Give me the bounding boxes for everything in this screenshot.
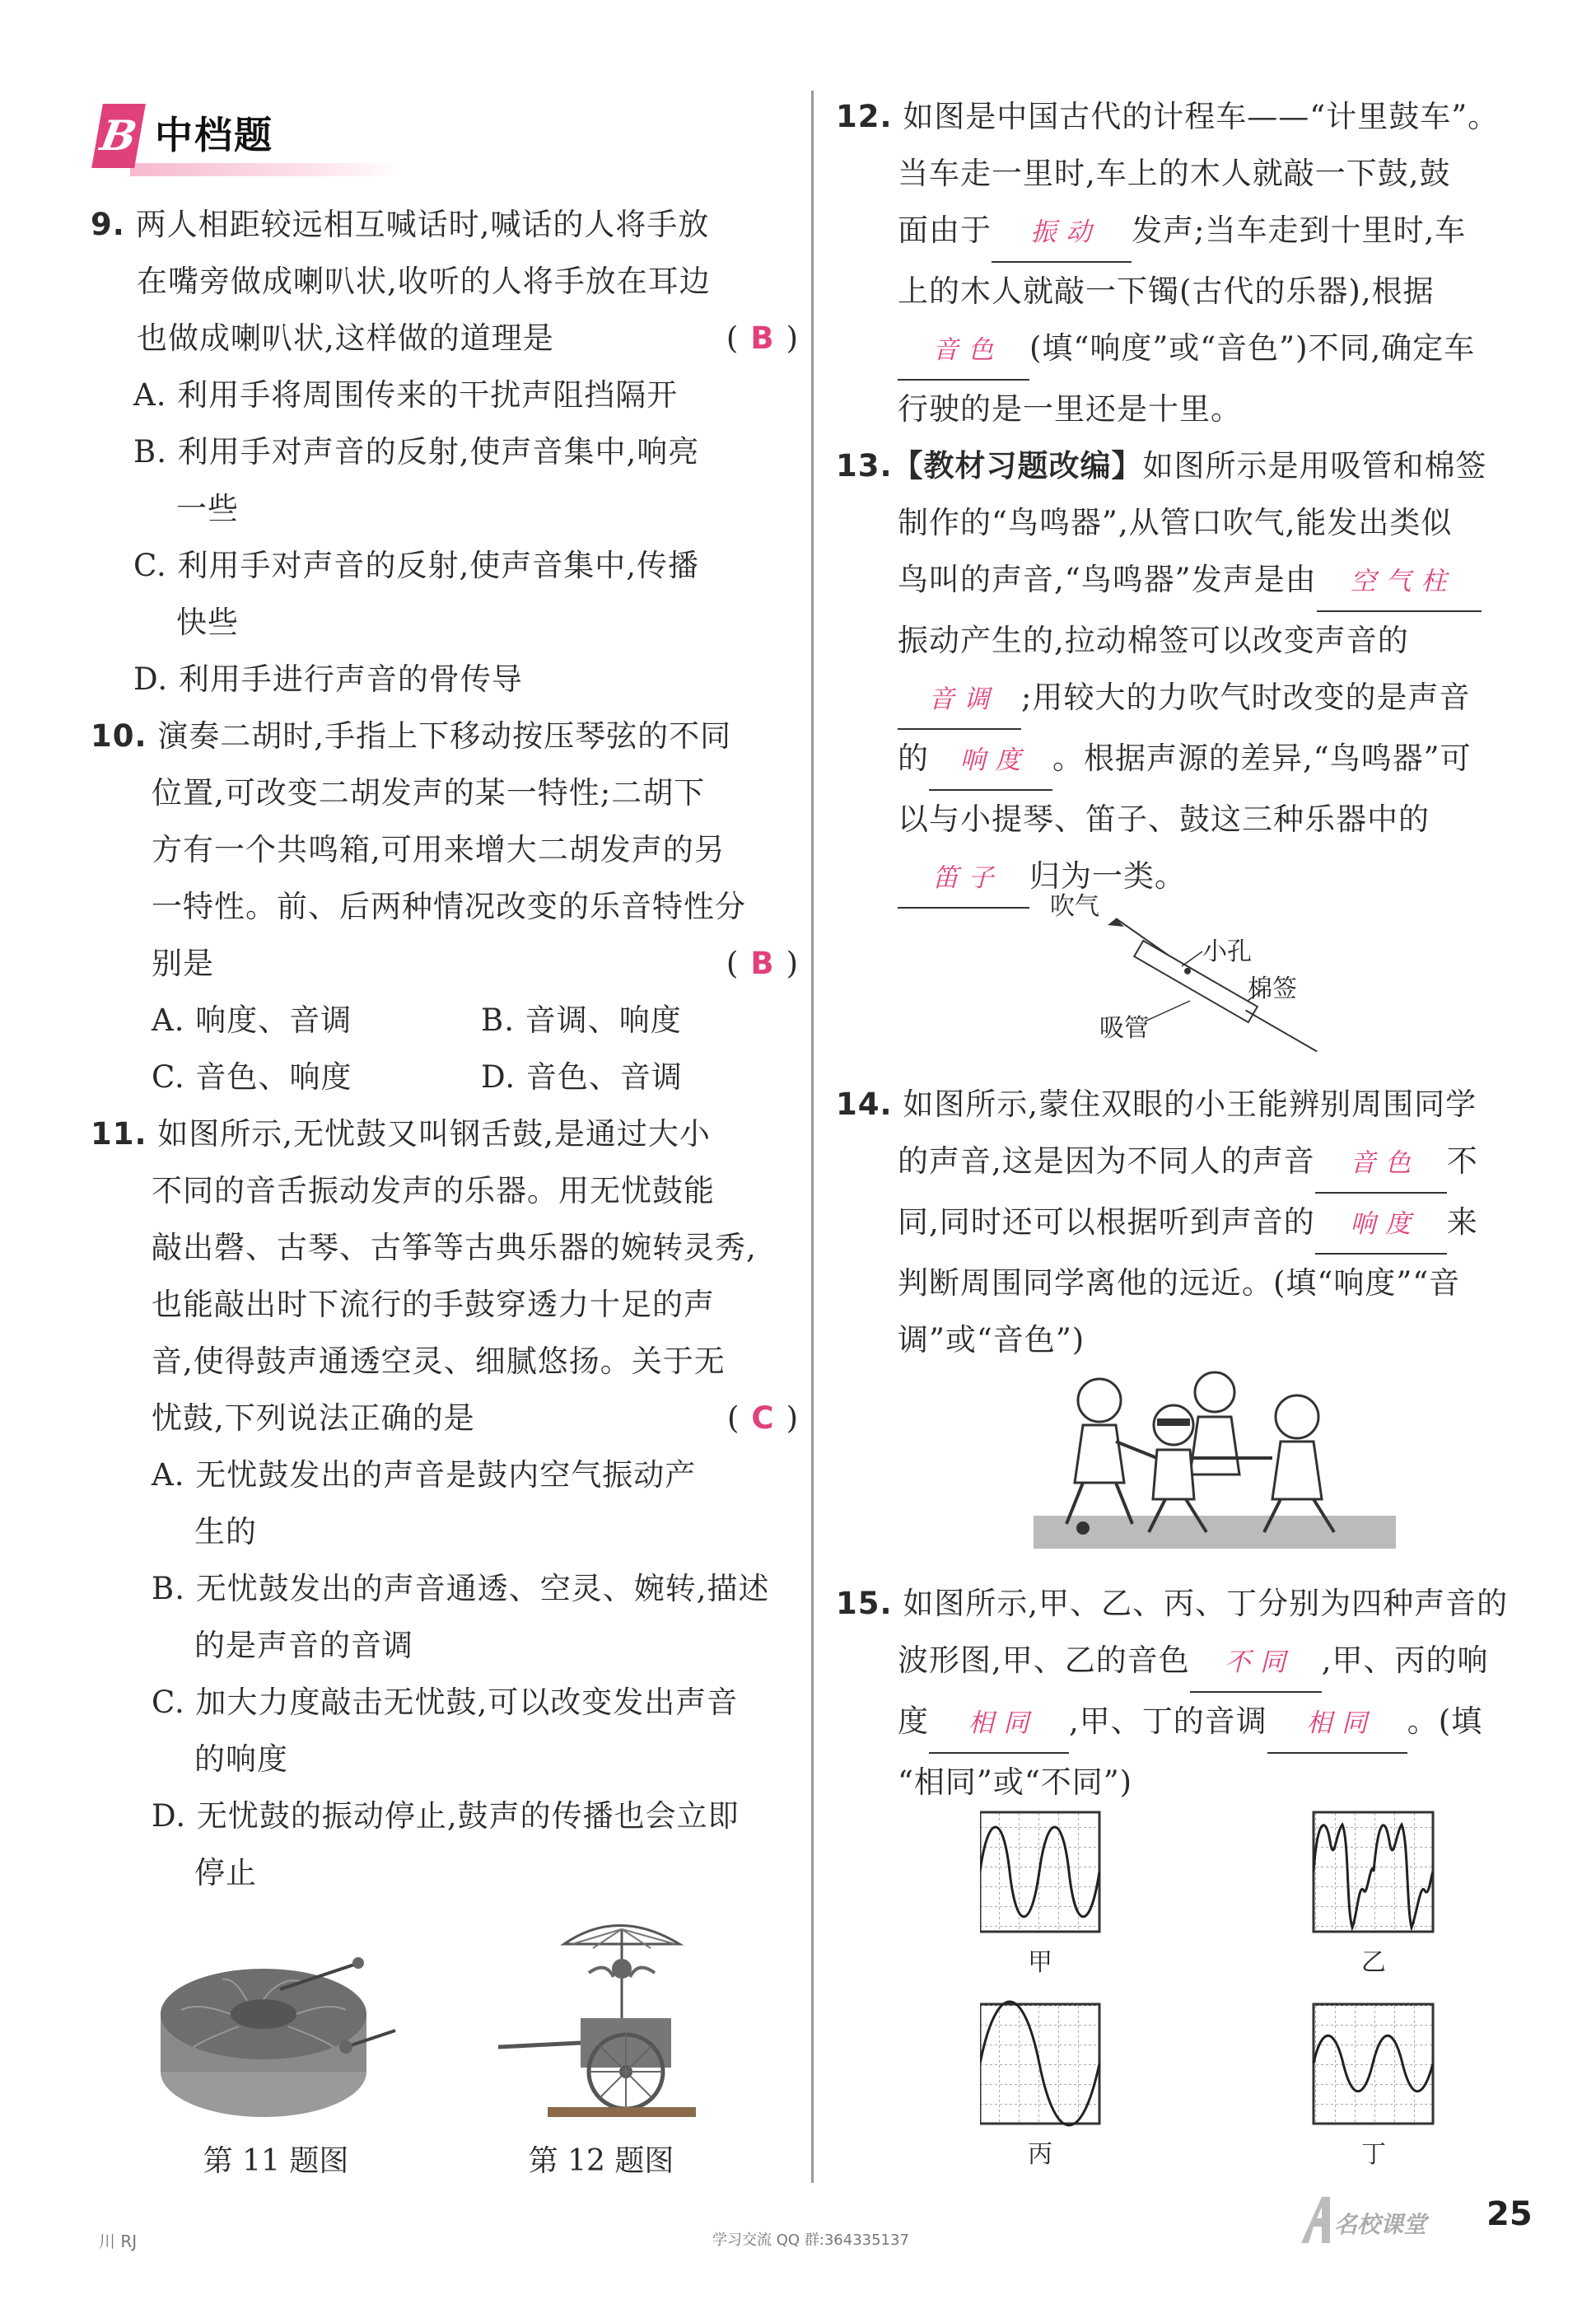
question-text: 不 xyxy=(1446,1143,1478,1179)
tongue-drum-image xyxy=(156,1932,404,2129)
question-text: 的 xyxy=(898,741,929,776)
question-9 xyxy=(91,196,799,708)
question-text: 敲出磬、古琴、古筝等古典乐器的婉转灵秀, xyxy=(152,1230,757,1265)
question-text: 同,同时还可以根据听到声音的 xyxy=(898,1204,1315,1240)
figure-14-children xyxy=(1034,1359,1396,1549)
label-hole: 小孔 xyxy=(1202,937,1252,966)
option: C. 音色、响度 xyxy=(152,1059,352,1095)
question-number: 14. xyxy=(836,1087,893,1122)
question-text: 上的木人就敲一下镯(古代的乐器),根据 xyxy=(898,273,1435,309)
question-text: 判断周围同学离他的远近。(填“响度”“音 xyxy=(898,1265,1461,1301)
option: C. 利用手对声音的反射,使声音集中,传播 xyxy=(133,548,700,583)
page-number: 25 xyxy=(1486,2195,1533,2233)
option: A. 无忧鼓发出的声音是鼓内空气振动产 xyxy=(152,1457,697,1493)
option: D. 无忧鼓的振动停止,鼓声的传播也会立即 xyxy=(152,1798,740,1834)
section-header xyxy=(97,97,377,180)
question-12 xyxy=(836,88,1532,437)
option: D. 音色、音调 xyxy=(481,1059,683,1095)
option: 一些 xyxy=(176,491,239,526)
question-text: (填“响度”或“音色”)不同,确定车 xyxy=(1029,330,1476,366)
question-text: 当车走一里时,车上的木人就敲一下鼓,鼓 xyxy=(898,156,1451,191)
question-14 xyxy=(836,1076,1532,1368)
question-11 xyxy=(91,1105,799,1901)
question-text: 波形图,甲、乙的音色 xyxy=(898,1643,1190,1678)
odometer-cart-image xyxy=(482,1911,729,2125)
question-text: 如图所示是用吸管和棉签 xyxy=(1142,448,1487,484)
children-image xyxy=(1034,1359,1396,1549)
option: 生的 xyxy=(194,1514,257,1549)
question-text: 发声;当车走到十里时,车 xyxy=(1132,213,1467,248)
figure-13-bird-whistle xyxy=(1038,886,1334,1075)
question-text: 行驶的是一里还是十里。 xyxy=(898,391,1242,427)
answer-blank: 响 度 xyxy=(929,732,1052,791)
question-text: ,甲、丙的响 xyxy=(1321,1643,1489,1678)
footer-edition: 川 RJ xyxy=(99,2232,138,2251)
question-text: 也做成喇叭状,这样做的道理是 xyxy=(137,320,554,356)
answer-bracket: ( B ) xyxy=(726,946,799,981)
question-text: 也能敲出时下流行的手鼓穿透力十足的声 xyxy=(152,1287,715,1322)
question-text: 如图所示,甲、乙、丙、丁分别为四种声音的 xyxy=(903,1586,1509,1621)
figure-11-caption: 第 11 题图 xyxy=(203,2144,349,2178)
question-number: 10. xyxy=(91,718,147,754)
question-text: 面由于 xyxy=(898,213,992,248)
figure-12-caption: 第 12 题图 xyxy=(528,2144,674,2178)
left-column xyxy=(91,196,799,1901)
question-text: “相同”或“不同”) xyxy=(898,1764,1133,1800)
answer-blank: 不 同 xyxy=(1190,1634,1322,1693)
figure-11-tongue-drum xyxy=(156,1932,404,2129)
answer-bracket: ( B ) xyxy=(726,320,799,356)
question-text: 的声音,这是因为不同人的声音 xyxy=(898,1143,1315,1179)
label-blow: 吹气 xyxy=(1050,892,1099,921)
option: 的是声音的音调 xyxy=(194,1628,413,1663)
question-text: 不同的音舌振动发声的乐器。用无忧鼓能 xyxy=(152,1173,715,1208)
question-13 xyxy=(836,437,1532,909)
footer-brand-logo xyxy=(1297,2195,1437,2245)
question-text: 如图是中国古代的计程车——“计里鼓车”。 xyxy=(903,99,1500,134)
question-number: 12. xyxy=(836,99,893,134)
wave-label-yi: 乙 xyxy=(1361,1948,1386,1977)
option: A. 利用手将周围传来的干扰声阻挡隔开 xyxy=(133,377,679,413)
question-text: 一特性。前、后两种情况改变的乐音特性分 xyxy=(152,889,746,924)
right-column xyxy=(836,88,1532,909)
column-divider xyxy=(811,91,814,2183)
question-text: ,甲、丁的音调 xyxy=(1069,1703,1267,1739)
waveform-grid xyxy=(980,1808,1474,2171)
answer-blank: 振 动 xyxy=(992,204,1132,263)
answer-blank: 响 度 xyxy=(1315,1196,1447,1255)
question-text: 演奏二胡时,手指上下移动按压琴弦的不同 xyxy=(157,718,732,754)
option: 的响度 xyxy=(194,1741,288,1777)
question-text: 振动产生的,拉动棉签可以改变声音的 xyxy=(898,623,1409,658)
question-text: 调”或“音色”) xyxy=(898,1322,1085,1358)
figure-15-waveforms xyxy=(980,1808,1474,2171)
option: A. 响度、音调 xyxy=(152,1002,352,1038)
question-text: 。根据声源的差异,“鸟鸣器”可 xyxy=(1052,741,1472,776)
question-15 xyxy=(836,1575,1532,1811)
question-text: ;用较大的力吹气时改变的是声音 xyxy=(1021,680,1471,715)
option: B. 无忧鼓发出的声音通透、空灵、婉转,描述 xyxy=(152,1571,770,1606)
option: 停止 xyxy=(194,1855,257,1890)
question-number: 9. xyxy=(91,207,125,242)
option: B. 利用手对声音的反射,使声音集中,响亮 xyxy=(133,434,700,470)
answer-blank: 笛 子 xyxy=(898,850,1029,909)
footer-qq-group: 学习交流 QQ 群:364335137 xyxy=(712,2232,909,2249)
wave-label-ding: 丁 xyxy=(1361,2140,1386,2169)
option: D. 利用手进行声音的骨传导 xyxy=(133,661,523,697)
answer-blank: 相 同 xyxy=(929,1695,1069,1754)
wave-label-bing: 丙 xyxy=(1028,2140,1052,2169)
question-text: 忧鼓,下列说法正确的是 xyxy=(152,1400,475,1436)
question-text: 如图所示,蒙住双眼的小王能辨别周围同学 xyxy=(903,1087,1477,1122)
question-text: 度 xyxy=(898,1703,929,1739)
option: C. 加大力度敲击无忧鼓,可以改变发出声音 xyxy=(152,1685,739,1720)
answer-blank: 音 色 xyxy=(898,322,1029,381)
answer-bracket: ( C ) xyxy=(726,1400,799,1436)
answer-choice: B xyxy=(750,946,775,981)
question-text: 以与小提琴、笛子、鼓这三种乐器中的 xyxy=(898,801,1430,837)
label-straw: 吸管 xyxy=(1099,1014,1149,1043)
section-title: 中档题 xyxy=(155,113,273,157)
question-10 xyxy=(91,708,799,1105)
brand-name: 名校课堂 xyxy=(1334,2211,1427,2238)
header-underline xyxy=(130,163,402,176)
answer-blank: 相 同 xyxy=(1267,1695,1407,1754)
answer-blank: 音 色 xyxy=(1315,1135,1447,1194)
question-text: 鸟叫的声音,“鸟鸣器”发声是由 xyxy=(898,562,1317,597)
answer-blank: 空 气 柱 xyxy=(1317,554,1482,612)
question-text: 两人相距较远相互喊话时,喊话的人将手放 xyxy=(135,207,710,242)
label-swab: 棉签 xyxy=(1248,974,1297,1003)
question-number: 13. xyxy=(836,448,893,484)
question-text: 方有一个共鸣箱,可用来增大二胡发声的另 xyxy=(152,832,726,867)
answer-choice: B xyxy=(750,320,775,356)
section-badge: B xyxy=(91,104,146,168)
question-text: 位置,可改变二胡发声的某一特性;二胡下 xyxy=(152,775,706,811)
question-text: 如图所示,无忧鼓又叫钢舌鼓,是通过大小 xyxy=(157,1116,711,1152)
answer-choice: C xyxy=(751,1400,775,1436)
question-text: 。(填 xyxy=(1407,1703,1483,1739)
source-tag: 【教材习题改编】 xyxy=(892,447,1143,484)
question-text: 来 xyxy=(1446,1204,1478,1240)
question-text: 归为一类。 xyxy=(1029,858,1186,894)
question-text: 音,使得鼓声通透空灵、细腻悠扬。关于无 xyxy=(152,1344,726,1379)
option: 快些 xyxy=(176,605,239,640)
question-number: 15. xyxy=(836,1586,893,1621)
question-text: 制作的“鸟鸣器”,从管口吹气,能发出类似 xyxy=(898,505,1453,540)
question-text: 在嘴旁做成喇叭状,收听的人将手放在耳边 xyxy=(137,264,711,299)
question-number: 11. xyxy=(91,1116,147,1152)
question-text: 别是 xyxy=(152,946,214,981)
figure-12-odometer-cart xyxy=(482,1911,729,2125)
wave-label-jia: 甲 xyxy=(1028,1948,1052,1977)
option: B. 音调、响度 xyxy=(481,1002,682,1038)
answer-blank: 音 调 xyxy=(898,671,1021,730)
